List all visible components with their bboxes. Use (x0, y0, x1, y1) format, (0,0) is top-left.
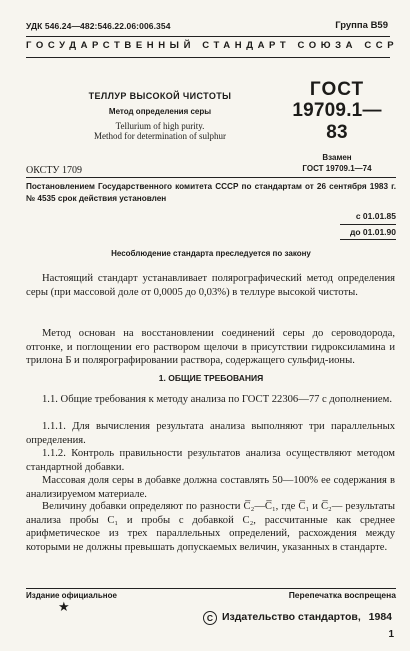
clause-1-1-2: 1.1.2. Контроль правильности результатов анализа осуществляют методом стандартной добавки. (26, 448, 395, 473)
law-notice: Несоблюдение стандарта преследуется по закону (111, 249, 311, 258)
okstu-divider (26, 177, 396, 178)
replaces-label: Взамен (322, 153, 352, 162)
clause-1-1: 1.1. Общие требования к методу анализа по ГОСТ 22306—77 с дополнением. (42, 394, 392, 405)
validity-underline (340, 239, 396, 240)
group-code: Группа В59 (335, 20, 388, 31)
validity-from: с 01.01.85 (355, 211, 396, 221)
official-edition-label: Издание официальное (26, 591, 117, 600)
method-paragraph: Метод основан на восстановлении соединений серы до сероводорода, отгонке, и поглощении его раствором щелочи в присутствии гидроксиламина и трилона Б и полярографировании раствора, содержащего сульфид-ионы. (26, 328, 395, 367)
document-title-ru: ТЕЛЛУР ВЫСОКОЙ ЧИСТОТЫ (88, 91, 232, 101)
clause-1-1-1: 1.1.1. Для вычисления результата анализа выполняют три параллельных определения. (26, 421, 395, 446)
star-icon: ★ (58, 599, 70, 614)
publisher-name: Издательство стандартов, (222, 611, 361, 623)
header-divider-bottom (26, 57, 390, 58)
validity-divider (340, 224, 396, 225)
page-number: 1 (388, 629, 394, 640)
additive-value-paragraph: Величину добавки определяют по разности C̅₂—C̅₁, где C̅₁ и C̅₂— результаты анализа пробы C₁ и пробы с добавкой C₂, рассчитанные как среднее арифметическое из трех параллельных определений, расхождения между которыми не должны превышать допускаемых величин, указанных в стандарте. (26, 501, 395, 553)
copyright-icon: С (203, 611, 217, 625)
header-divider-top (26, 36, 390, 37)
document-subtitle-ru: Метод определения серы (108, 107, 212, 116)
gost-block (282, 80, 392, 173)
title-block (60, 91, 260, 141)
intro-paragraph: Настоящий стандарт устанавливает полярографический метод определения серы (при массовой доле от 0,0005 до 0,03%) в теллуре высокой чистоты. (26, 273, 395, 298)
validity-to: до 01.01.90 (349, 227, 396, 237)
section-heading: 1. ОБЩИЕ ТРЕБОВАНИЯ (158, 373, 264, 383)
gost-label: ГОСТ (309, 79, 365, 100)
document-title-en-line2: Method for determination of sulphur (94, 131, 226, 141)
replaces-value: ГОСТ 19709.1—74 (302, 164, 372, 173)
decree-text: Постановлением Государственного комитета СССР по стандартам от 26 сентября 1983 г. № 4535 срок действия установлен (26, 182, 396, 203)
footer-divider (26, 588, 396, 589)
document-title-en-line1: Tellurium of high purity. (115, 121, 205, 131)
reprint-notice: Перепечатка воспрещена (288, 590, 396, 600)
okstu-code: ОКСТУ 1709 (26, 165, 83, 176)
gost-number: 19709.1—83 (292, 100, 382, 143)
mass-fraction-paragraph: Массовая доля серы в добавке должна составлять 50—100% ее содержания в анализируемом материале. (26, 475, 395, 500)
udk-code: УДК 546.24—482:546.22.06:006.354 (26, 21, 171, 31)
publication-year: 1984 (368, 611, 392, 623)
standard-title: ГОСУДАРСТВЕННЫЙ СТАНДАРТ СОЮЗА ССР (26, 40, 399, 51)
